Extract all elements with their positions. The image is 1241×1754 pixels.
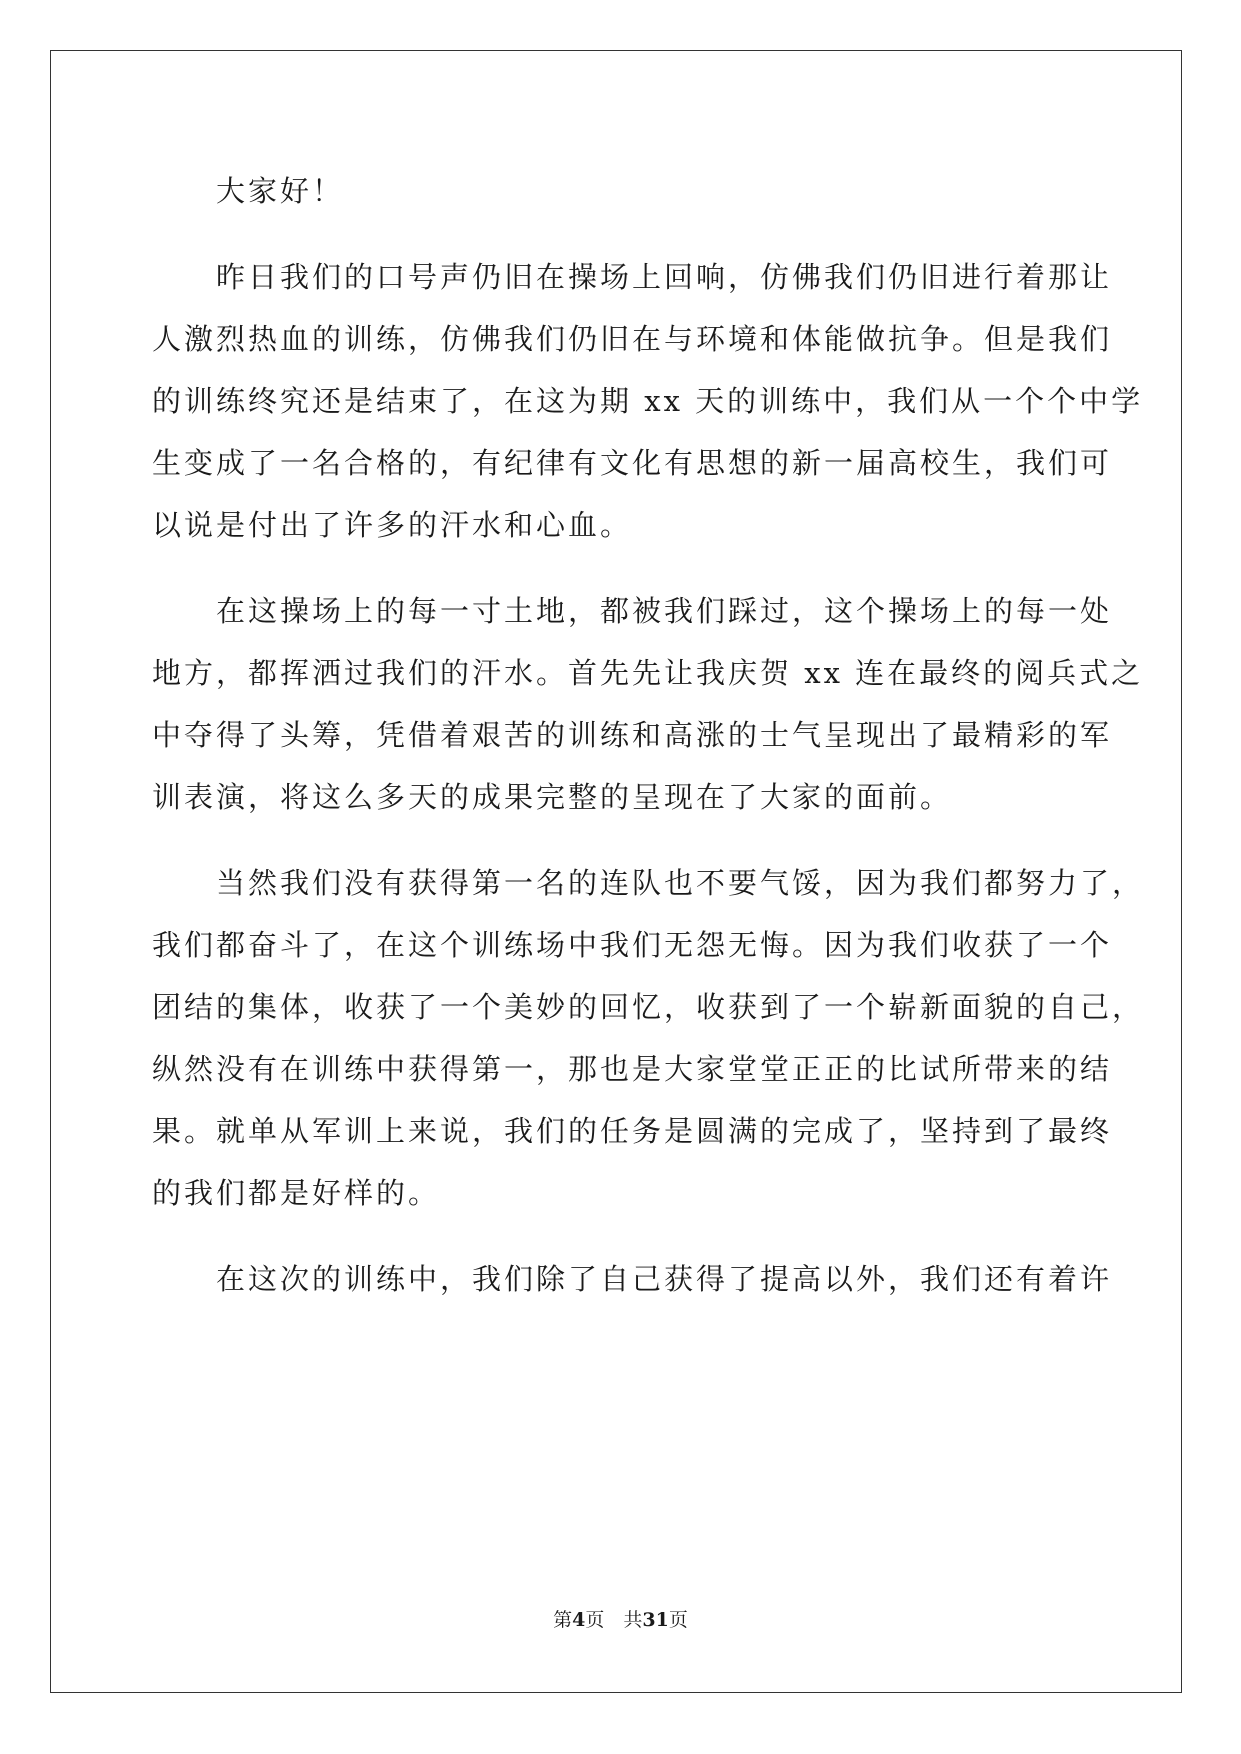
footer-middle: 页 共 [585, 1609, 643, 1631]
paragraph-3 [152, 852, 1145, 1224]
text-line: 果。就单从军训上来说，我们的任务是圆满的完成了，坚持到了最终 [152, 1114, 1113, 1148]
text-line: 纵然没有在训练中获得第一，那也是大家堂堂正正的比试所带来的结 [152, 1052, 1113, 1086]
current-page-number: 4 [572, 1609, 586, 1631]
paragraph-greeting [152, 160, 1092, 222]
text-line: 中夺得了头筹，凭借着艰苦的训练和高涨的士气呈现出了最精彩的军 [152, 718, 1113, 752]
text-line: 人激烈热血的训练，仿佛我们仍旧在与环境和体能做抗争。但是我们 [152, 322, 1113, 356]
text-line: 在这操场上的每一寸土地，都被我们踩过，这个操场上的每一处 [152, 594, 1113, 628]
text-line: 生变成了一名合格的，有纪律有文化有思想的新一届高校生，我们可 [152, 446, 1113, 480]
total-pages-number: 31 [642, 1609, 669, 1631]
text-line: 大家好！ [152, 174, 345, 208]
text-line: 的训练终究还是结束了，在这为期 xx 天的训练中，我们从一个个中学 [152, 384, 1144, 418]
text-line: 训表演，将这么多天的成果完整的呈现在了大家的面前。 [152, 780, 953, 814]
paragraph-1 [152, 246, 1144, 556]
document-body [152, 160, 1145, 1310]
paragraph-4 [152, 1248, 1113, 1310]
footer-suffix: 页 [668, 1609, 688, 1631]
text-line: 地方，都挥洒过我们的汗水。首先先让我庆贺 xx 连在最终的阅兵式之 [152, 656, 1144, 690]
footer-prefix: 第 [553, 1609, 573, 1631]
paragraph-2 [152, 580, 1144, 828]
text-line: 的我们都是好样的。 [152, 1176, 441, 1210]
page-footer [0, 1605, 1241, 1632]
text-line: 昨日我们的口号声仍旧在操场上回响，仿佛我们仍旧进行着那让 [152, 260, 1113, 294]
text-line: 团结的集体，收获了一个美妙的回忆，收获到了一个崭新面貌的自己， [152, 990, 1145, 1024]
text-line: 在这次的训练中，我们除了自己获得了提高以外，我们还有着许 [152, 1262, 1113, 1296]
text-line: 我们都奋斗了，在这个训练场中我们无怨无悔。因为我们收获了一个 [152, 928, 1113, 962]
text-line: 以说是付出了许多的汗水和心血。 [152, 508, 633, 542]
text-line: 当然我们没有获得第一名的连队也不要气馁，因为我们都努力了， [152, 866, 1145, 900]
